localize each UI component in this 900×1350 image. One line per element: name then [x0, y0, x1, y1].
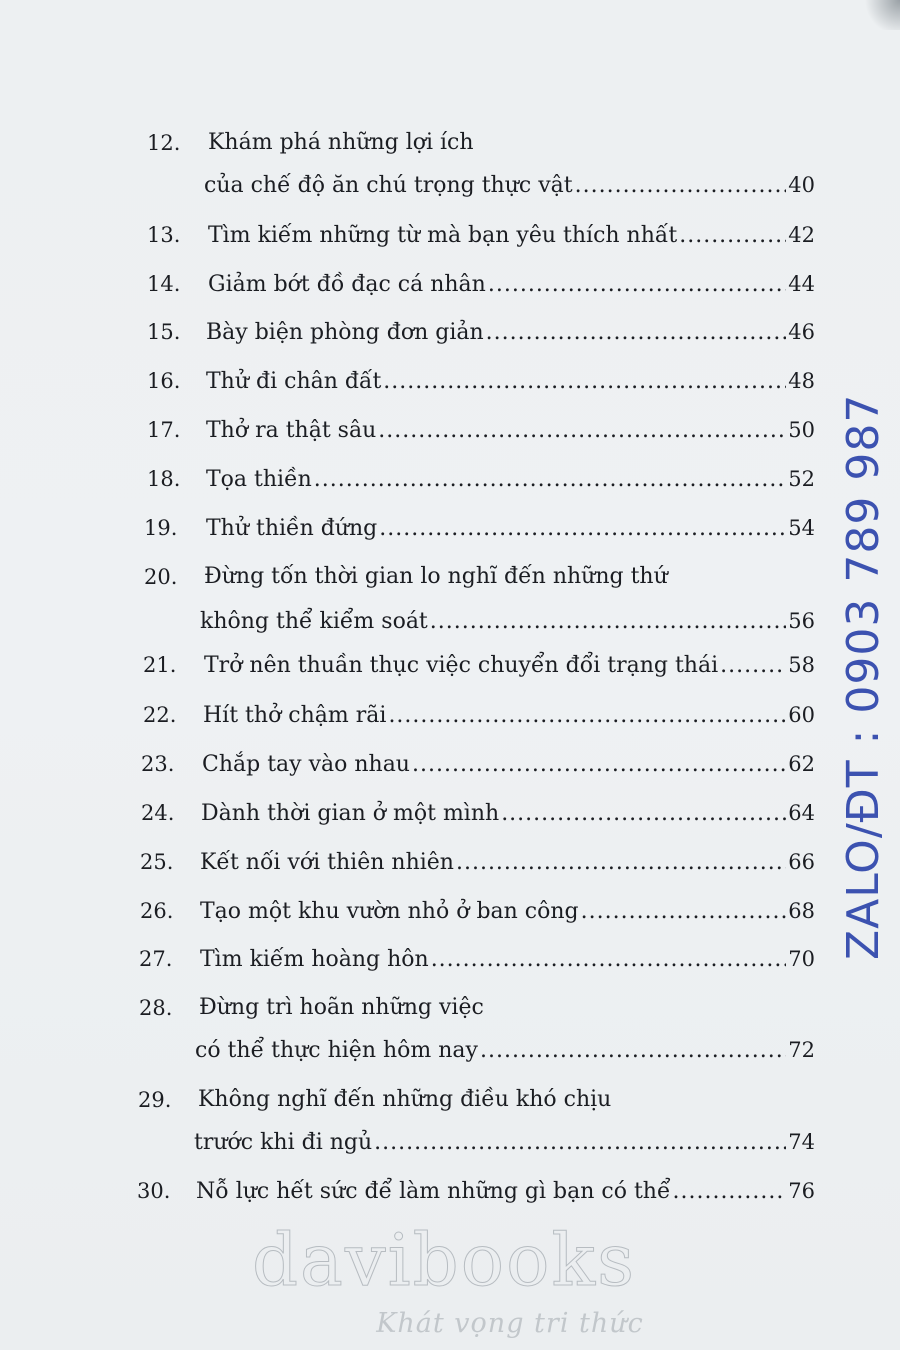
- toc-entry-title: Tọa thiền: [206, 467, 312, 492]
- toc-entry-number: 17.: [147, 418, 181, 442]
- toc-page-number: 74: [788, 1130, 815, 1154]
- toc-page-number: 44: [788, 272, 815, 296]
- toc-entry-title: Tìm kiếm hoàng hôn: [200, 947, 429, 972]
- toc-entry-title: Nỗ lực hết sức để làm những gì bạn có thể: [196, 1179, 671, 1204]
- toc-dot-leader: [486, 316, 787, 350]
- toc-entry-number: 15.: [147, 320, 181, 344]
- toc-dot-leader: [374, 1126, 786, 1160]
- toc-entry-title: Thử thiền đứng: [206, 516, 378, 541]
- toc-entry-title: Thử đi chân đất: [206, 369, 382, 394]
- toc-page-number: 42: [788, 223, 815, 247]
- toc-entry-title: Hít thở chậm rãi: [203, 703, 387, 728]
- toc-dot-leader: [379, 512, 786, 546]
- toc-page-number: 46: [788, 320, 815, 344]
- toc-entry-title: Tạo một khu vườn nhỏ ở ban công: [200, 899, 579, 924]
- toc-entry-title: Chắp tay vào nhau: [202, 752, 410, 777]
- toc-page-number: 52: [788, 467, 815, 491]
- toc-page-number: 76: [788, 1179, 815, 1203]
- toc-entry-number: 29.: [138, 1088, 172, 1112]
- toc-entry-number: 27.: [139, 947, 173, 971]
- watermark-tagline: Khát vọng tri thức: [376, 1308, 644, 1339]
- toc-dot-leader: [501, 797, 786, 831]
- toc-entry-title: không thể kiểm soát: [200, 609, 428, 634]
- toc-entry-number: 25.: [140, 850, 174, 874]
- toc-entry-title: trước khi đi ngủ: [194, 1130, 373, 1155]
- toc-entry-title: Đừng tốn thời gian lo nghĩ đến những thứ: [204, 564, 668, 589]
- toc-dot-leader: [314, 463, 786, 497]
- toc-entry-number: 18.: [147, 467, 181, 491]
- toc-entry-title: Khám phá những lợi ích: [208, 130, 474, 155]
- toc-dot-leader: [388, 699, 786, 733]
- toc-dot-leader: [575, 169, 787, 203]
- toc-entry-title: Dành thời gian ở một mình: [201, 801, 500, 826]
- toc-dot-leader: [679, 219, 786, 253]
- toc-dot-leader: [383, 365, 786, 399]
- toc-entry-number: 30.: [137, 1179, 171, 1203]
- toc-entry-number: 21.: [143, 653, 177, 677]
- toc-entry-title: Tìm kiếm những từ mà bạn yêu thích nhất: [208, 223, 678, 248]
- toc-page-number: 48: [788, 369, 815, 393]
- toc-dot-leader: [430, 605, 786, 639]
- toc-dot-leader: [412, 748, 786, 782]
- toc-dot-leader: [431, 943, 787, 977]
- toc-page-number: 60: [788, 703, 815, 727]
- toc-entry-title: Giảm bớt đồ đạc cá nhân: [208, 272, 486, 297]
- toc-page-number: 40: [788, 173, 815, 197]
- toc-entry-number: 26.: [140, 899, 174, 923]
- contact-phone-overlay: ZALO/ĐT : 0903 789 987: [838, 393, 889, 960]
- toc-dot-leader: [720, 649, 786, 683]
- toc-entry-number: 20.: [144, 565, 178, 589]
- toc-entry-number: 16.: [147, 369, 181, 393]
- toc-page-number: 54: [788, 516, 815, 540]
- toc-page-number: 50: [788, 418, 815, 442]
- toc-entry-number: 28.: [139, 996, 173, 1020]
- toc-entry-title: Kết nối với thiên nhiên: [200, 850, 454, 875]
- toc-entry-number: 22.: [143, 703, 177, 727]
- toc-dot-leader: [488, 268, 786, 302]
- toc-page-number: 70: [788, 947, 815, 971]
- toc-page-number: 58: [788, 653, 815, 677]
- toc-entry-title: Bày biện phòng đơn giản: [206, 320, 484, 345]
- toc-dot-leader: [378, 414, 786, 448]
- toc-entry-title: có thể thực hiện hôm nay: [195, 1038, 478, 1063]
- toc-entry-number: 23.: [141, 752, 175, 776]
- toc-entry-title: Không nghĩ đến những điều khó chịu: [198, 1087, 612, 1112]
- watermark-brand: davibooks: [251, 1218, 637, 1302]
- toc-dot-leader: [456, 846, 786, 880]
- toc-dot-leader: [480, 1034, 786, 1068]
- toc-page-number: 56: [788, 609, 815, 633]
- toc-page-number: 62: [788, 752, 815, 776]
- toc-entry-number: 13.: [147, 223, 181, 247]
- toc-page-number: 72: [788, 1038, 815, 1062]
- toc-entry-number: 19.: [144, 516, 178, 540]
- toc-dot-leader: [672, 1175, 786, 1209]
- toc-entry-title: của chế độ ăn chú trọng thực vật: [204, 173, 573, 198]
- toc-page-number: 68: [788, 899, 815, 923]
- toc-page-number: 64: [788, 801, 815, 825]
- toc-page-number: 66: [788, 850, 815, 874]
- toc-entry-number: 14.: [147, 272, 181, 296]
- toc-dot-leader: [581, 895, 787, 929]
- toc-entry-number: 24.: [141, 801, 175, 825]
- toc-entry-title: Đừng trì hoãn những việc: [199, 995, 484, 1020]
- toc-entry-title: Thở ra thật sâu: [206, 418, 377, 443]
- toc-entry-title: Trở nên thuần thục việc chuyển đổi trạng thái: [204, 653, 719, 678]
- toc-entry-number: 12.: [147, 131, 181, 155]
